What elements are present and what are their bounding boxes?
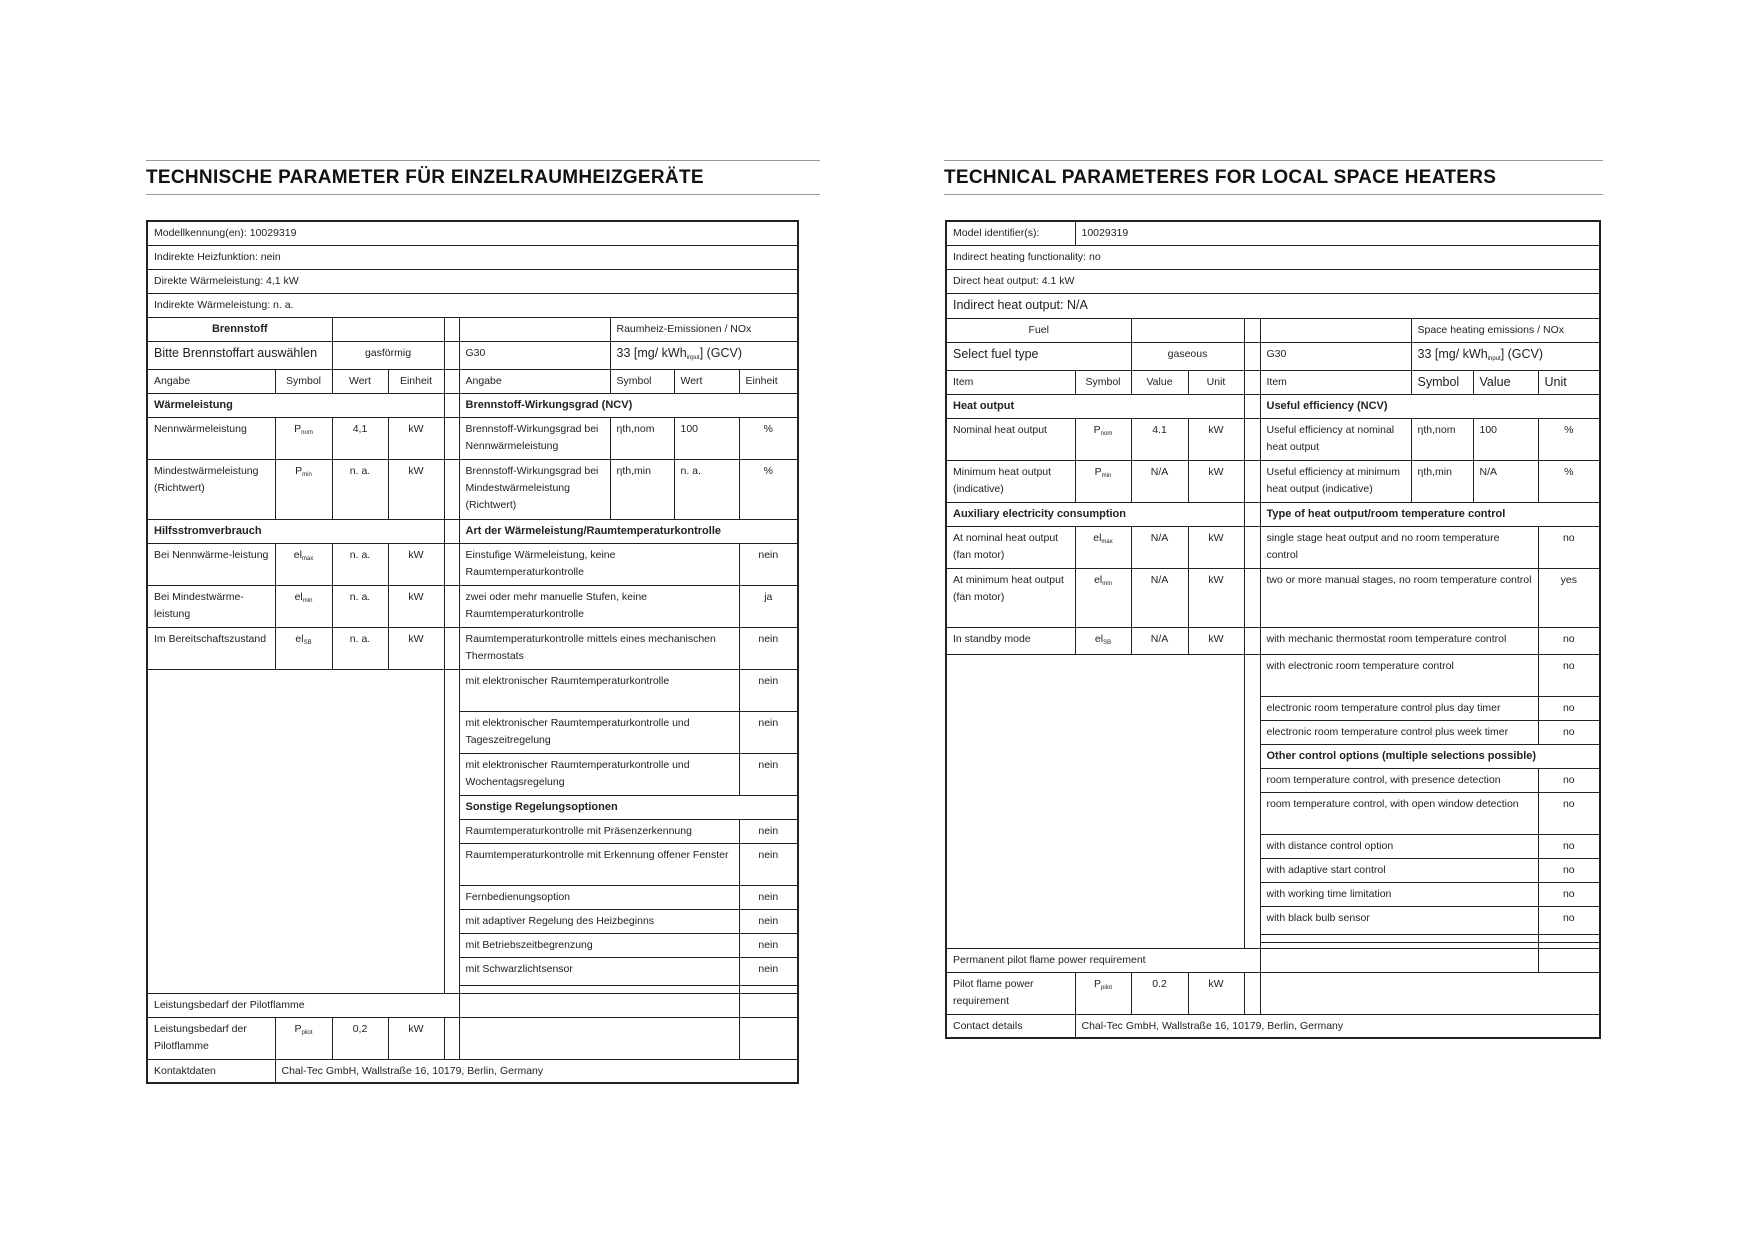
gap-cell bbox=[1244, 972, 1260, 1014]
opt-presence-value: nein bbox=[739, 819, 798, 843]
ctrl-day-timer: mit elektronischer Raumtemperaturkontrolle und Tageszeitregelung bbox=[459, 711, 739, 753]
eff-nominal-value: 100 bbox=[674, 417, 739, 459]
spacer-cell bbox=[459, 985, 739, 993]
min-output-unit: kW bbox=[1188, 460, 1244, 502]
ctrl-manual: two or more manual stages, no room temperature control bbox=[1260, 568, 1538, 627]
eff-nominal-label: Brennstoff-Wirkungsgrad bei Nennwärmeleistung bbox=[459, 417, 610, 459]
fuel-header-blank bbox=[332, 317, 444, 341]
pilot-requirement: Leistungsbedarf der Pilotflamme bbox=[147, 993, 459, 1017]
aux-nominal-label: Bei Nennwärme-leistung bbox=[147, 543, 275, 585]
eff-nominal-symbol: ηth,nom bbox=[610, 417, 674, 459]
gap-cell bbox=[1244, 318, 1260, 342]
aux-min-value: N/A bbox=[1131, 568, 1188, 627]
opt-remote-value: nein bbox=[739, 885, 798, 909]
spacer-cell bbox=[1538, 934, 1600, 942]
ctrl-manual-value: yes bbox=[1538, 568, 1600, 627]
section-aux: Hilfsstromverbrauch bbox=[147, 519, 444, 543]
direct-output: Direkte Wärmeleistung: 4,1 kW bbox=[147, 269, 798, 293]
col-item: Angabe bbox=[147, 369, 275, 393]
ctrl-electronic: mit elektronischer Raumtemperaturkontrolle bbox=[459, 669, 739, 711]
gap-cell bbox=[444, 519, 459, 543]
ctrl-week-timer: mit elektronischer Raumtemperaturkontrolle und Wochentagsregelung bbox=[459, 753, 739, 795]
section-efficiency: Brennstoff-Wirkungsgrad (NCV) bbox=[459, 393, 798, 417]
pilot-unit: kW bbox=[388, 1017, 444, 1059]
aux-min-unit: kW bbox=[1188, 568, 1244, 627]
ctrl-single: single stage heat output and no room temperature control bbox=[1260, 526, 1538, 568]
gap-cell bbox=[444, 317, 459, 341]
nominal-output-unit: kW bbox=[388, 417, 444, 459]
opt-black-bulb: mit Schwarzlichtsensor bbox=[459, 957, 739, 985]
nominal-output-symbol: $P_{nom}$ bbox=[275, 417, 332, 459]
section-aux: Auxiliary electricity consumption bbox=[946, 502, 1244, 526]
pilot-blank bbox=[459, 993, 739, 1017]
gap-cell bbox=[1244, 460, 1260, 502]
col-item: Item bbox=[946, 370, 1075, 394]
col-value: Value bbox=[1473, 370, 1538, 394]
aux-nominal-symbol: $el_{max}$ bbox=[275, 543, 332, 585]
col-unit: Einheit bbox=[739, 369, 798, 393]
emissions-header: Space heating emissions / NOx bbox=[1411, 318, 1600, 342]
min-output-symbol: $P_{min}$ bbox=[1075, 460, 1131, 502]
aux-standby-unit: kW bbox=[1188, 627, 1244, 654]
title-rule-top bbox=[944, 160, 1603, 161]
pilot-blank bbox=[1260, 948, 1538, 972]
title-rule-bottom bbox=[944, 194, 1603, 195]
pilot-label: Pilot flame power requirement bbox=[946, 972, 1075, 1014]
col-unit: Unit bbox=[1188, 370, 1244, 394]
aux-nominal-symbol: $el_{max}$ bbox=[1075, 526, 1131, 568]
col-symbol: Symbol bbox=[275, 369, 332, 393]
nominal-output-value: 4.1 bbox=[1131, 418, 1188, 460]
gap-cell bbox=[444, 627, 459, 669]
aux-nominal-value: N/A bbox=[1131, 526, 1188, 568]
pilot-label: Leistungsbedarf der Pilotflamme bbox=[147, 1017, 275, 1059]
col-unit: Einheit bbox=[388, 369, 444, 393]
ctrl-electronic-value: no bbox=[1538, 654, 1600, 696]
emissions-blank bbox=[459, 317, 610, 341]
aux-min-unit: kW bbox=[388, 585, 444, 627]
select-fuel-label: Select fuel type bbox=[946, 342, 1131, 370]
ctrl-day-timer-value: no bbox=[1538, 696, 1600, 720]
ctrl-manual: zwei oder mehr manuelle Stufen, keine Raumtemperaturkontrolle bbox=[459, 585, 739, 627]
opt-time-limit: with working time limitation bbox=[1260, 882, 1538, 906]
spacer-cell bbox=[1260, 934, 1538, 942]
indirect-output: Indirect heat output: N/A bbox=[946, 293, 1600, 318]
aux-standby-label: In standby mode bbox=[946, 627, 1075, 654]
aux-min-symbol: $el_{min}$ bbox=[275, 585, 332, 627]
ctrl-manual-value: ja bbox=[739, 585, 798, 627]
eff-nominal-label: Useful efficiency at nominal heat output bbox=[1260, 418, 1411, 460]
min-output-symbol: $P_{min}$ bbox=[275, 459, 332, 519]
opt-presence: room temperature control, with presence detection bbox=[1260, 768, 1538, 792]
pilot-unit: kW bbox=[1188, 972, 1244, 1014]
pilot-value: 0.2 bbox=[1131, 972, 1188, 1014]
title-rule-bottom bbox=[146, 194, 820, 195]
section-other-options: Other control options (multiple selections possible) bbox=[1260, 744, 1600, 768]
ctrl-week-timer-value: nein bbox=[739, 753, 798, 795]
section-heat-output: Wärmeleistung bbox=[147, 393, 444, 417]
emissions-blank bbox=[1260, 318, 1411, 342]
aux-min-value: n. a. bbox=[332, 585, 388, 627]
model-id-label: Model identifier(s): bbox=[946, 221, 1075, 245]
ctrl-week-timer: electronic room temperature control plus week timer bbox=[1260, 720, 1538, 744]
opt-adaptive-value: no bbox=[1538, 858, 1600, 882]
ctrl-mechanic-value: no bbox=[1538, 627, 1600, 654]
pilot-blank bbox=[739, 1017, 798, 1059]
pilot-blank bbox=[1538, 948, 1600, 972]
col-symbol: Symbol bbox=[610, 369, 674, 393]
col-symbol: Symbol bbox=[1411, 370, 1473, 394]
emission-value: 33 [mg/ kWh$_{input}$] (GCV) bbox=[1411, 342, 1600, 370]
opt-window: room temperature control, with open window detection bbox=[1260, 792, 1538, 834]
opt-adaptive: with adaptive start control bbox=[1260, 858, 1538, 882]
col-item: Item bbox=[1260, 370, 1411, 394]
opt-adaptive-value: nein bbox=[739, 909, 798, 933]
opt-black-bulb-value: nein bbox=[739, 957, 798, 985]
gap-cell bbox=[444, 393, 459, 417]
pilot-symbol: $P_{pilot}$ bbox=[1075, 972, 1131, 1014]
pilot-blank bbox=[1260, 972, 1600, 1014]
gap-cell bbox=[444, 341, 459, 369]
title-rule-top bbox=[146, 160, 820, 161]
gap-cell bbox=[444, 669, 459, 993]
min-output-label: Mindestwärmeleistung (Richtwert) bbox=[147, 459, 275, 519]
eff-min-value: n. a. bbox=[674, 459, 739, 519]
aux-nominal-unit: kW bbox=[1188, 526, 1244, 568]
opt-window-value: no bbox=[1538, 792, 1600, 834]
page-title-de: TECHNISCHE PARAMETER FÜR EINZELRAUMHEIZGERÄTE bbox=[146, 167, 704, 188]
section-other-options: Sonstige Regelungsoptionen bbox=[459, 795, 798, 819]
gap-cell bbox=[1244, 502, 1260, 526]
gap-cell bbox=[1244, 568, 1260, 627]
pilot-value: 0,2 bbox=[332, 1017, 388, 1059]
opt-adaptive: mit adaptiver Regelung des Heizbeginns bbox=[459, 909, 739, 933]
min-output-value: n. a. bbox=[332, 459, 388, 519]
aux-standby-symbol: $el_{SB}$ bbox=[1075, 627, 1131, 654]
aux-standby-unit: kW bbox=[388, 627, 444, 669]
aux-min-label: At minimum heat output (fan motor) bbox=[946, 568, 1075, 627]
col-unit: Unit bbox=[1538, 370, 1600, 394]
pilot-requirement: Permanent pilot flame power requirement bbox=[946, 948, 1260, 972]
eff-min-label: Brennstoff-Wirkungsgrad bei Mindestwärmeleistung (Richtwert) bbox=[459, 459, 610, 519]
min-output-label: Minimum heat output (indicative) bbox=[946, 460, 1075, 502]
opt-black-bulb: with black bulb sensor bbox=[1260, 906, 1538, 934]
contact-label: Kontaktdaten bbox=[147, 1059, 275, 1083]
model-id: Modellkennung(en): 10029319 bbox=[147, 221, 798, 245]
ctrl-single-value: nein bbox=[739, 543, 798, 585]
opt-time-limit-value: no bbox=[1538, 882, 1600, 906]
ctrl-mechanic: with mechanic thermostat room temperature control bbox=[1260, 627, 1538, 654]
nominal-output-value: 4,1 bbox=[332, 417, 388, 459]
ctrl-mechanic-value: nein bbox=[739, 627, 798, 669]
col-item: Angabe bbox=[459, 369, 610, 393]
aux-min-symbol: $el_{min}$ bbox=[1075, 568, 1131, 627]
opt-distance: with distance control option bbox=[1260, 834, 1538, 858]
indirect-function: Indirekte Heizfunktion: nein bbox=[147, 245, 798, 269]
min-output-value: N/A bbox=[1131, 460, 1188, 502]
fuel-gas: G30 bbox=[1260, 342, 1411, 370]
emission-value: 33 [mg/ kWh$_{input}$] (GCV) bbox=[610, 341, 798, 369]
gap-cell bbox=[1244, 418, 1260, 460]
gap-cell bbox=[444, 585, 459, 627]
emissions-header: Raumheiz-Emissionen / NOx bbox=[610, 317, 798, 341]
opt-presence: Raumtemperaturkontrolle mit Präsenzerkennung bbox=[459, 819, 739, 843]
spacer-cell bbox=[739, 985, 798, 993]
aux-nominal-value: n. a. bbox=[332, 543, 388, 585]
indirect-function: Indirect heating functionality: no bbox=[946, 245, 1600, 269]
col-value: Value bbox=[1131, 370, 1188, 394]
fuel-value: gasförmig bbox=[332, 341, 444, 369]
opt-distance-value: no bbox=[1538, 834, 1600, 858]
page-title-en: TECHNICAL PARAMETERES FOR LOCAL SPACE HEATERS bbox=[944, 167, 1497, 188]
eff-min-unit: % bbox=[1538, 460, 1600, 502]
gap-cell bbox=[444, 459, 459, 519]
eff-nominal-unit: % bbox=[1538, 418, 1600, 460]
opt-presence-value: no bbox=[1538, 768, 1600, 792]
pilot-symbol: $P_{pilot}$ bbox=[275, 1017, 332, 1059]
gap-cell bbox=[444, 369, 459, 393]
contact-value: Chal-Tec GmbH, Wallstraße 16, 10179, Berlin, Germany bbox=[275, 1059, 798, 1083]
col-symbol: Symbol bbox=[1075, 370, 1131, 394]
nominal-output-label: Nennwärmeleistung bbox=[147, 417, 275, 459]
ctrl-single-value: no bbox=[1538, 526, 1600, 568]
aux-standby-label: Im Bereitschaftszustand bbox=[147, 627, 275, 669]
direct-output: Direct heat output: 4.1 kW bbox=[946, 269, 1600, 293]
gap-cell bbox=[444, 417, 459, 459]
ctrl-day-timer: electronic room temperature control plus day timer bbox=[1260, 696, 1538, 720]
contact-label: Contact details bbox=[946, 1014, 1075, 1038]
ctrl-single: Einstufige Wärmeleistung, keine Raumtemperaturkontrolle bbox=[459, 543, 739, 585]
eff-min-label: Useful efficiency at minimum heat output (indicative) bbox=[1260, 460, 1411, 502]
gap-cell bbox=[1244, 394, 1260, 418]
gap-cell bbox=[1244, 342, 1260, 370]
aux-min-label: Bei Mindestwärme-leistung bbox=[147, 585, 275, 627]
opt-time-limit-value: nein bbox=[739, 933, 798, 957]
eff-min-symbol: ηth,min bbox=[610, 459, 674, 519]
ctrl-electronic-value: nein bbox=[739, 669, 798, 711]
opt-remote: Fernbedienungsoption bbox=[459, 885, 739, 909]
ctrl-week-timer-value: no bbox=[1538, 720, 1600, 744]
nominal-output-symbol: $P_{nom}$ bbox=[1075, 418, 1131, 460]
fuel-header: Brennstoff bbox=[147, 317, 332, 341]
aux-nominal-unit: kW bbox=[388, 543, 444, 585]
eff-min-symbol: ηth,min bbox=[1411, 460, 1473, 502]
empty-left-block bbox=[147, 669, 444, 993]
opt-black-bulb-value: no bbox=[1538, 906, 1600, 934]
aux-standby-value: n. a. bbox=[332, 627, 388, 669]
section-type-control: Art der Wärmeleistung/Raumtemperaturkontrolle bbox=[459, 519, 798, 543]
gap-cell bbox=[444, 543, 459, 585]
opt-window: Raumtemperaturkontrolle mit Erkennung offener Fenster bbox=[459, 843, 739, 885]
model-id-value: 10029319 bbox=[1075, 221, 1600, 245]
section-type-control: Type of heat output/room temperature control bbox=[1260, 502, 1600, 526]
fuel-header: Fuel bbox=[946, 318, 1131, 342]
aux-standby-symbol: $el_{SB}$ bbox=[275, 627, 332, 669]
parameter-table-en bbox=[945, 220, 1601, 1039]
parameter-table-de bbox=[146, 220, 799, 1084]
eff-nominal-symbol: ηth,nom bbox=[1411, 418, 1473, 460]
gap-cell bbox=[1244, 627, 1260, 654]
fuel-gas: G30 bbox=[459, 341, 610, 369]
section-heat-output: Heat output bbox=[946, 394, 1244, 418]
eff-min-value: N/A bbox=[1473, 460, 1538, 502]
gap-cell bbox=[1244, 654, 1260, 948]
gap-cell bbox=[1244, 526, 1260, 568]
ctrl-electronic: with electronic room temperature control bbox=[1260, 654, 1538, 696]
ctrl-mechanic: Raumtemperaturkontrolle mittels eines mechanischen Thermostats bbox=[459, 627, 739, 669]
contact-value: Chal-Tec GmbH, Wallstraße 16, 10179, Berlin, Germany bbox=[1075, 1014, 1600, 1038]
aux-nominal-label: At nominal heat output (fan motor) bbox=[946, 526, 1075, 568]
fuel-value: gaseous bbox=[1131, 342, 1244, 370]
nominal-output-label: Nominal heat output bbox=[946, 418, 1075, 460]
eff-nominal-value: 100 bbox=[1473, 418, 1538, 460]
empty-left-block bbox=[946, 654, 1244, 948]
eff-min-unit: % bbox=[739, 459, 798, 519]
col-value: Wert bbox=[674, 369, 739, 393]
pilot-blank bbox=[739, 993, 798, 1017]
ctrl-day-timer-value: nein bbox=[739, 711, 798, 753]
fuel-header-blank bbox=[1131, 318, 1244, 342]
indirect-output: Indirekte Wärmeleistung: n. a. bbox=[147, 293, 798, 317]
gap-cell bbox=[444, 1017, 459, 1059]
select-fuel-label: Bitte Brennstoffart auswählen bbox=[147, 341, 332, 369]
aux-standby-value: N/A bbox=[1131, 627, 1188, 654]
opt-time-limit: mit Betriebszeitbegrenzung bbox=[459, 933, 739, 957]
section-efficiency: Useful efficiency (NCV) bbox=[1260, 394, 1600, 418]
nominal-output-unit: kW bbox=[1188, 418, 1244, 460]
opt-window-value: nein bbox=[739, 843, 798, 885]
gap-cell bbox=[1244, 370, 1260, 394]
min-output-unit: kW bbox=[388, 459, 444, 519]
col-value: Wert bbox=[332, 369, 388, 393]
eff-nominal-unit: % bbox=[739, 417, 798, 459]
pilot-blank bbox=[459, 1017, 739, 1059]
